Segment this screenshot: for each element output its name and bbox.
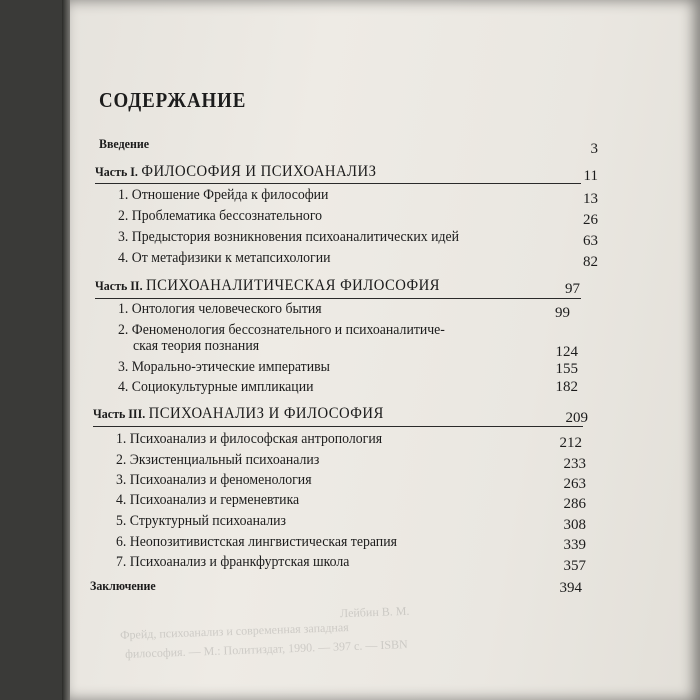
toc-item-page: 212 — [559, 435, 582, 451]
toc-item-page: 286 — [563, 496, 586, 512]
toc-item: 7. Психоанализ и франкфуртская школа — [116, 554, 350, 570]
toc-item: 3. Психоанализ и феноменология — [116, 472, 312, 488]
toc-item-page: 233 — [563, 456, 586, 472]
part-rule — [95, 183, 581, 184]
toc-item: 4. От метафизики к метапсихологии — [118, 250, 331, 266]
toc-item-page: 308 — [563, 517, 586, 533]
toc-item: 5. Структурный психоанализ — [116, 513, 286, 529]
conclusion-label: Заключение — [90, 578, 156, 593]
toc-item: 2. Проблематика бессознательного — [118, 208, 323, 224]
part-title: ПСИХОАНАЛИТИЧЕСКАЯ ФИЛОСОФИЯ — [146, 277, 440, 294]
toc-item: 4. Психоанализ и герменевтика — [116, 492, 300, 508]
part-prefix: Часть I. — [95, 164, 138, 179]
part-heading — [95, 277, 440, 295]
toc-item-page: 124 — [555, 344, 578, 360]
toc-item-page: 263 — [563, 476, 586, 492]
toc-item-page: 99 — [555, 305, 570, 321]
page-title: СОДЕРЖАНИЕ — [99, 88, 247, 112]
toc-item-page: 82 — [583, 254, 598, 270]
toc-item: 1. Отношение Фрейда к философии — [118, 187, 329, 203]
part-rule — [95, 298, 581, 299]
intro-page: 3 — [590, 141, 598, 157]
part-page: 209 — [565, 410, 588, 426]
part-prefix: Часть II. — [95, 278, 143, 293]
toc-item-continuation: ская теория познания — [133, 338, 260, 354]
intro-label: Введение — [99, 136, 150, 151]
toc-item: 3. Морально-этические императивы — [118, 359, 330, 375]
show-through-text: философия. — М.: Политиздат, 1990. — 397 с. — ISBN — [124, 637, 408, 661]
toc-item-page: 26 — [583, 212, 598, 228]
show-through-text: Лейбин В. М. — [339, 603, 410, 621]
part-heading — [93, 405, 384, 423]
toc-item-page: 13 — [583, 191, 598, 207]
conclusion-page: 394 — [559, 580, 582, 596]
toc-item: 2. Феноменология бессознательного и психоаналитиче- — [118, 322, 445, 338]
toc-item-page: 357 — [563, 558, 586, 574]
show-through-text: Фрейд, психоанализ и современная западная — [119, 620, 349, 642]
toc-item: 1. Онтология человеческого бытия — [118, 301, 322, 317]
toc-item-page: 155 — [555, 361, 578, 377]
toc-item: 6. Неопозитивистская лингвистическая терапия — [116, 534, 397, 550]
part-heading — [95, 163, 376, 181]
toc-item: 4. Социокультурные импликации — [118, 379, 314, 395]
part-rule — [93, 426, 583, 427]
part-prefix: Часть III. — [93, 406, 146, 421]
part-page: 11 — [583, 168, 598, 184]
toc-item: 2. Экзистенциальный психоанализ — [116, 452, 320, 468]
toc-item-page: 63 — [583, 233, 598, 249]
part-page: 97 — [565, 281, 580, 297]
toc-item: 1. Психоанализ и философская антропология — [116, 431, 383, 447]
toc-item-page: 339 — [563, 537, 586, 553]
toc-item: 3. Предыстория возникновения психоаналитических идей — [118, 229, 460, 245]
toc-item-page: 182 — [555, 379, 578, 395]
part-title: ФИЛОСОФИЯ И ПСИХОАНАЛИЗ — [141, 163, 377, 180]
part-title: ПСИХОАНАЛИЗ И ФИЛОСОФИЯ — [148, 405, 384, 422]
